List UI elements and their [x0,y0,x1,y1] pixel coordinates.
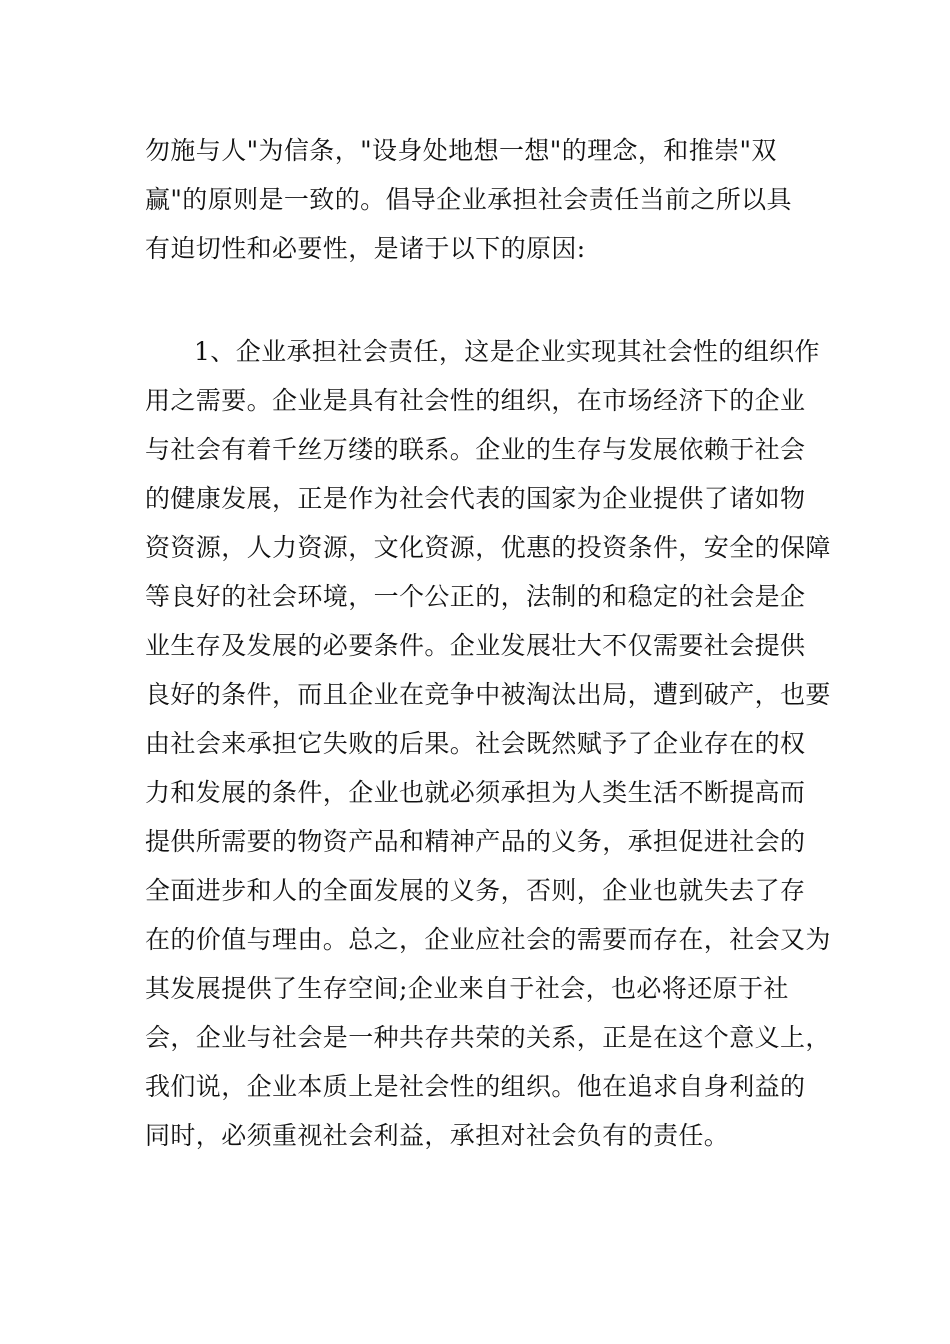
paragraph-first-line: 1、企业承担社会责任，这是企业实现其社会性的组织作 [194,337,820,366]
paragraph-line: 提供所需要的物资产品和精神产品的义务，承担促进社会的 [145,827,806,856]
paragraph-line: 在的价值与理由。总之，企业应社会的需要而存在，社会又为 [145,925,831,954]
paragraph-line: 由社会来承担它失败的后果。社会既然赋予了企业存在的权 [145,729,806,758]
paragraph-line: 用之需要。企业是具有社会性的组织，在市场经济下的企业 [145,386,806,415]
paragraph-line: 的健康发展，正是作为社会代表的国家为企业提供了诸如物 [145,484,806,513]
paragraph-line: 勿施与人"为信条，"设身处地想一想"的理念，和推崇"双 [145,136,777,165]
paragraph-line: 全面进步和人的全面发展的义务，否则，企业也就失去了存 [145,876,806,905]
paragraph-line: 力和发展的条件，企业也就必须承担为人类生活不断提高而 [145,778,806,807]
paragraph-line: 其发展提供了生存空间;企业来自于社会，也必将还原于社 [145,974,789,1003]
paragraph-line: 同时，必须重视社会利益，承担对社会负有的责任。 [145,1121,730,1150]
paragraph-line: 我们说，企业本质上是社会性的组织。他在追求自身利益的 [145,1072,806,1101]
paragraph-line: 资资源，人力资源，文化资源，优惠的投资条件，安全的保障 [145,533,831,562]
paragraph-line: 会，企业与社会是一种共存共荣的关系，正是在这个意义上， [145,1023,831,1052]
paragraph-line: 等良好的社会环境，一个公正的，法制的和稳定的社会是企 [145,582,806,611]
paragraph-line: 赢"的原则是一致的。倡导企业承担社会责任当前之所以具 [145,185,792,214]
paragraph-line: 良好的条件，而且企业在竞争中被淘汰出局，遭到破产，也要 [145,680,831,709]
paragraph-line: 有迫切性和必要性，是诸于以下的原因: [145,234,586,263]
paragraph-line: 业生存及发展的必要条件。企业发展壮大不仅需要社会提供 [145,631,806,660]
paragraph-line: 与社会有着千丝万缕的联系。企业的生存与发展依赖于社会 [145,435,806,464]
